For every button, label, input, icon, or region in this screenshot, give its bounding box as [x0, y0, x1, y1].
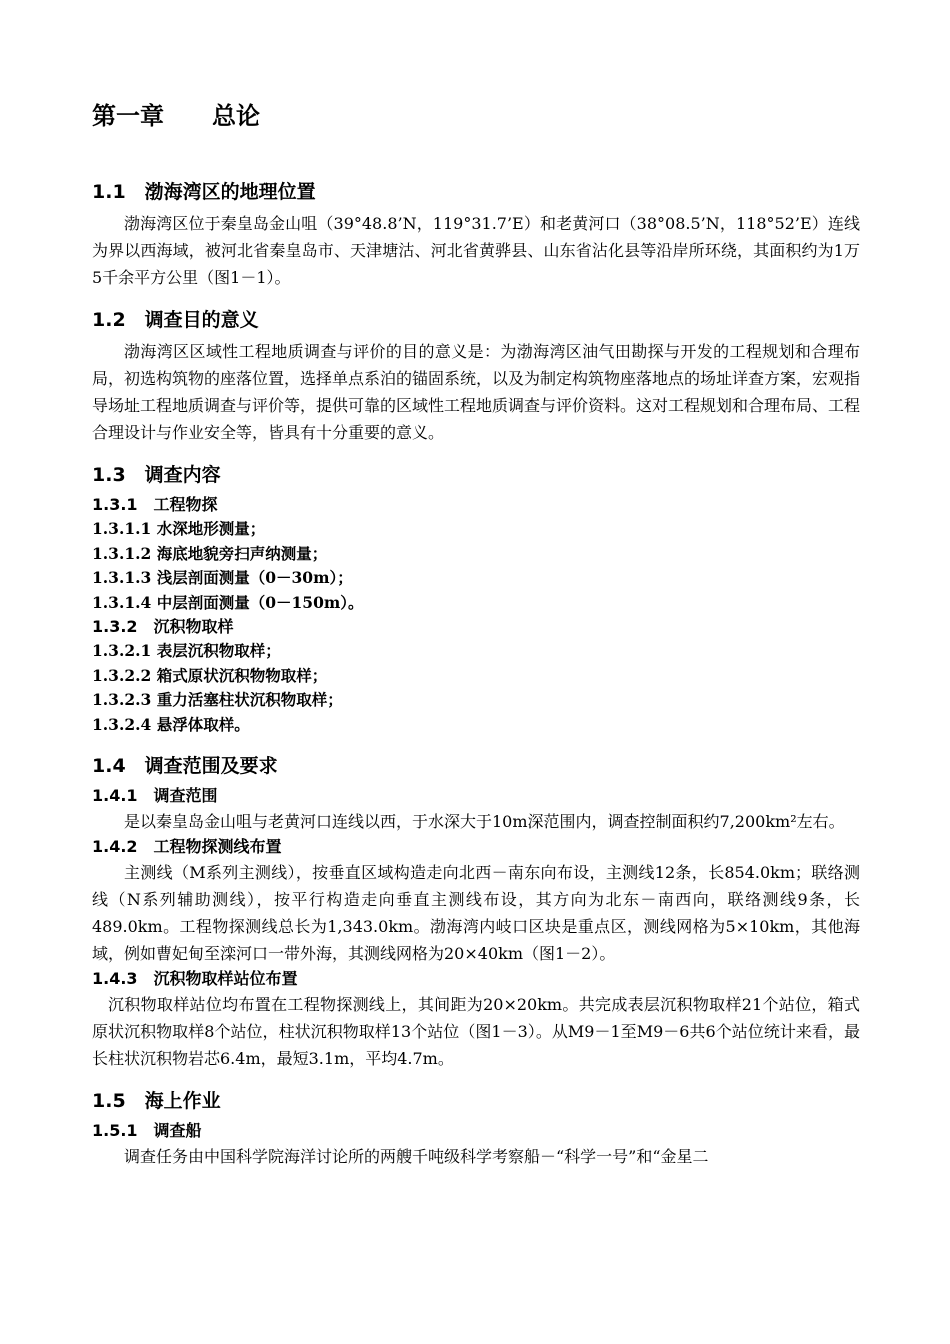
subsection-1-3-2-heading: 1.3.2 沉积物取样 [92, 617, 234, 636]
section-1-4-heading: 1.4 调查范围及要求 [92, 755, 278, 777]
section-1-5-heading: 1.5 海上作业 [92, 1090, 221, 1112]
list-item: 1.3.2.4 悬浮体取样。 [92, 714, 250, 734]
subsection-1-4-1-heading: 1.4.1 调查范围 [92, 786, 218, 805]
section-1-2-heading: 1.2 调查目的意义 [92, 309, 259, 331]
subsection-1-4-2-paragraph: 主测线（M系列主测线），按垂直区域构造走向北西－南东向布设，主测线12条，长854.0km；联络测线（N系列辅助测线），按平行构造走向垂直主测线布设，其方向为北东－南西向，联络测线9条，长489.0km。工程物探测线总长为1,343.0km。渤海湾内岐口区块是重点区，测线网格为5×10km，其他海域，例如曹妃甸至滦河口一带外海，其测线网格为20×40km（图1－2）。 [92, 863, 860, 963]
subsection-1-4-1-paragraph: 是以秦皇岛金山咀与老黄河口连线以西，于水深大于10m深范围内，调查控制面积约7,200km²左右。 [124, 812, 845, 831]
list-item: 1.3.1.4 中层剖面测量（0－150m）。 [92, 592, 364, 612]
list-item: 1.3.2.1 表层沉积物取样； [92, 641, 281, 660]
list-item: 1.3.1.3 浅层剖面测量（0－30m）； [92, 568, 353, 587]
section-1-1-heading: 1.1 渤海湾区的地理位置 [92, 181, 316, 203]
list-item: 1.3.2.2 箱式原状沉积物物取样； [92, 665, 328, 685]
list-item: 1.3.1.1 水深地形测量； [92, 519, 266, 538]
list-item: 1.3.2.3 重力活塞柱状沉积物取样； [92, 690, 343, 709]
subsection-1-5-1-heading: 1.5.1 调查船 [92, 1121, 202, 1140]
subsection-1-4-2-heading: 1.4.2 工程物探测线布置 [92, 837, 282, 856]
subsection-1-4-3-heading: 1.4.3 沉积物取样站位布置 [92, 969, 298, 988]
section-1-2-paragraph: 渤海湾区区域性工程地质调查与评价的目的意义是：为渤海湾区油气田勘探与开发的工程规划和合理布局，初选构筑物的座落位置，选择单点系泊的锚固系统，以及为制定构筑物座落地点的场址详查方案，宏观指导场址工程地质调查与评价等，提供可靠的区域性工程地质调查与评价资料。这对工程规划和合理布局、工程合理设计与作业安全等，皆具有十分重要的意义。 [92, 342, 861, 442]
subsection-1-5-1-paragraph: 调查任务由中国科学院海洋讨论所的两艘千吨级科学考察船－“科学一号”和“金星二 [124, 1147, 709, 1166]
subsection-1-4-3-paragraph: 沉积物取样站位均布置在工程物探测线上，其间距为20×20km。共完成表层沉积物取样21个站位，箱式原状沉积物取样8个站位，柱状沉积物取样13个站位（图1－3）。从M9－1至M9－6共6个站位统计来看，最长柱状沉积物岩芯6.4m，最短3.1m，平均4.7m。 [92, 995, 860, 1068]
section-1-1-paragraph: 渤海湾区位于秦皇岛金山咀（39°48.8’N，119°31.7’E）和老黄河口（38°08.5’N，118°52’E）连线为界以西海域，被河北省秦皇岛市、天津塘沽、河北省黄骅县、山东省沾化县等沿岸所环绕，其面积约为1万5千余平方公里（图1－1）。 [92, 214, 860, 287]
section-1-3-heading: 1.3 调查内容 [92, 464, 221, 486]
document-page [92, 96, 860, 1170]
subsection-1-3-1-heading: 1.3.1 工程物探 [92, 495, 218, 514]
chapter-title: 第一章 总论 [92, 102, 260, 130]
list-item: 1.3.1.2 海底地貌旁扫声纳测量； [92, 543, 328, 563]
